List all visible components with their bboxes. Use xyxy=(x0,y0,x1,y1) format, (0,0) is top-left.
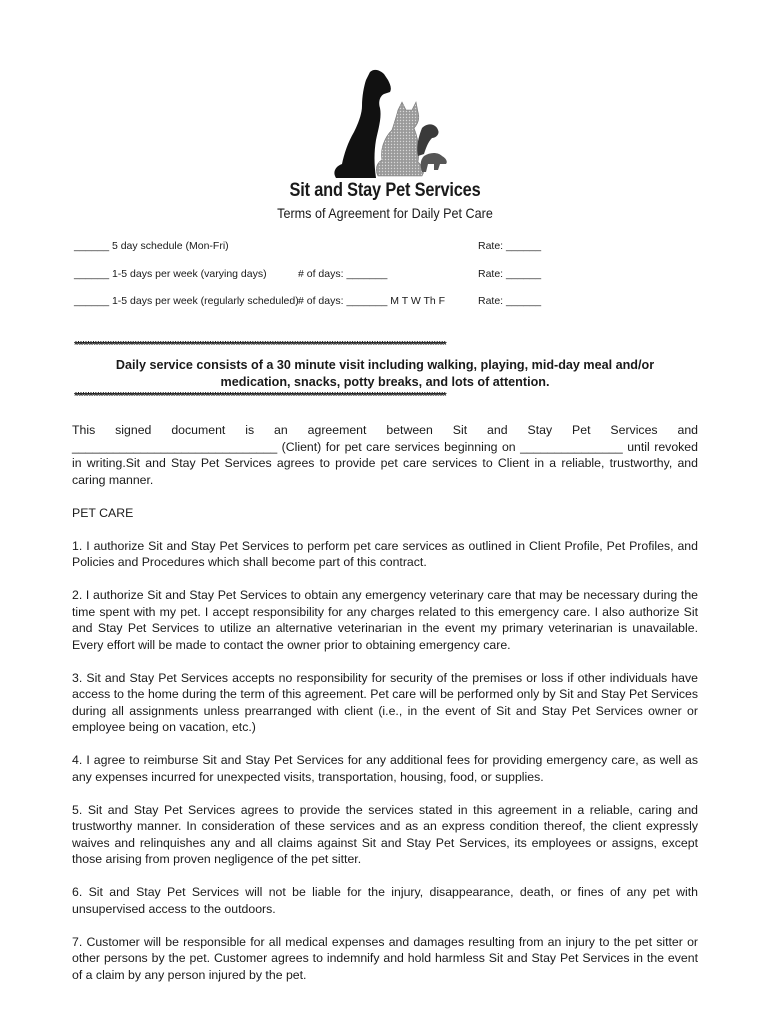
schedule-days[interactable]: # of days: _______ M T W Th F xyxy=(298,295,446,307)
page-subtitle: Terms of Agreement for Daily Pet Care xyxy=(277,205,493,221)
ferret-silhouette xyxy=(417,124,438,156)
schedule-rate[interactable]: Rate: ______ xyxy=(478,295,542,307)
schedule-row xyxy=(0,295,770,309)
schedule-row xyxy=(0,268,770,282)
agreement-body xyxy=(72,422,698,1000)
schedule-rate[interactable]: Rate: ______ xyxy=(478,240,542,252)
clause-paragraph: 5. Sit and Stay Pet Services agrees to provide the services stated in this agreement in a reliable, caring and trustworthy manner. In consideration of these services and as an express condition thereof, the client expressly waives and relinquishes any and all claims against Sit and Stay Pet Services, its employees or assigns, except those arising from proven negligence of the pet sitter. xyxy=(72,802,698,866)
clause-paragraph: 6. Sit and Stay Pet Services will not be liable for the injury, disappearance, death, or fines of any pet with unsupervised access to the outdoors. xyxy=(72,885,698,916)
section-heading: PET CARE xyxy=(72,505,134,520)
schedule-option[interactable]: ______ 1-5 days per week (regularly scheduled) xyxy=(74,295,299,307)
intro-paragraph: This signed document is an agreement between Sit and Stay Pet Services and ______________________________ (Client) for pet care services beginning on _______________ until revoked in writing.Sit and Stay Pet Services agrees to provide pet care services to Client in a reliable, trustworthy, and caring manner. xyxy=(72,423,698,487)
pet-silhouettes-logo xyxy=(318,68,458,180)
clause-paragraph: 7. Customer will be responsible for all medical expenses and damages resulting from an injury to the pet sitter or other persons by the pet. Customer agrees to indemnify and hold harmless Sit and Stay Pet Services in the event of a claim by any person injured by the pet. xyxy=(72,934,698,982)
clause-paragraph: 2. I authorize Sit and Stay Pet Services to obtain any emergency veterinary care that may be necessary during the time spent with my pet. I accept responsibility for any charges related to this emergency care. I also authorize Sit and Stay Pet Services to utilize an alternative veterinarian in the event my primary veterinarian is unavailable. Every effort will be made to contact the owner prior to obtaining emergency care. xyxy=(72,588,698,652)
clause-paragraph: 4. I agree to reimburse Sit and Stay Pet Services for any additional fees for providing emergency care, as well as any expenses incurred for unexpected visits, transportation, housing, food, or supplies. xyxy=(72,753,698,784)
cat-silhouette xyxy=(376,102,423,176)
schedule-rate[interactable]: Rate: ______ xyxy=(478,268,542,280)
service-description: Daily service consists of a 30 minute visit including walking, playing, mid-day meal and/or medication, snacks, potty breaks, and lots of attention. xyxy=(115,358,655,389)
ferret-small-silhouette xyxy=(421,153,447,172)
schedule-option[interactable]: ______ 5 day schedule (Mon-Fri) xyxy=(74,240,229,252)
star-divider-top: ***************************************************************************************************************************************************** xyxy=(74,341,446,351)
clause-paragraph: 1. I authorize Sit and Stay Pet Services to perform pet care services as outlined in Client Profile, Pet Profiles, and Policies and Procedures which shall become part of this contract. xyxy=(72,538,698,569)
schedule-days[interactable]: # of days: _______ xyxy=(298,268,388,280)
schedule-row xyxy=(0,240,770,254)
star-divider-bottom: ***************************************************************************************************************************************************** xyxy=(74,392,446,402)
clause-paragraph: 3. Sit and Stay Pet Services accepts no responsibility for security of the premises or loss if other individuals have access to the home during the term of this agreement. Pet care will be performed only by Sit and Stay Pet Services during all assignments unless prearranged with client (i.e., in the event of Sit and Stay Pet Services owner or employee being on vacation, etc.) xyxy=(72,670,698,734)
page-title: Sit and Stay Pet Services xyxy=(289,180,481,201)
schedule-option[interactable]: ______ 1-5 days per week (varying days) xyxy=(74,268,267,280)
